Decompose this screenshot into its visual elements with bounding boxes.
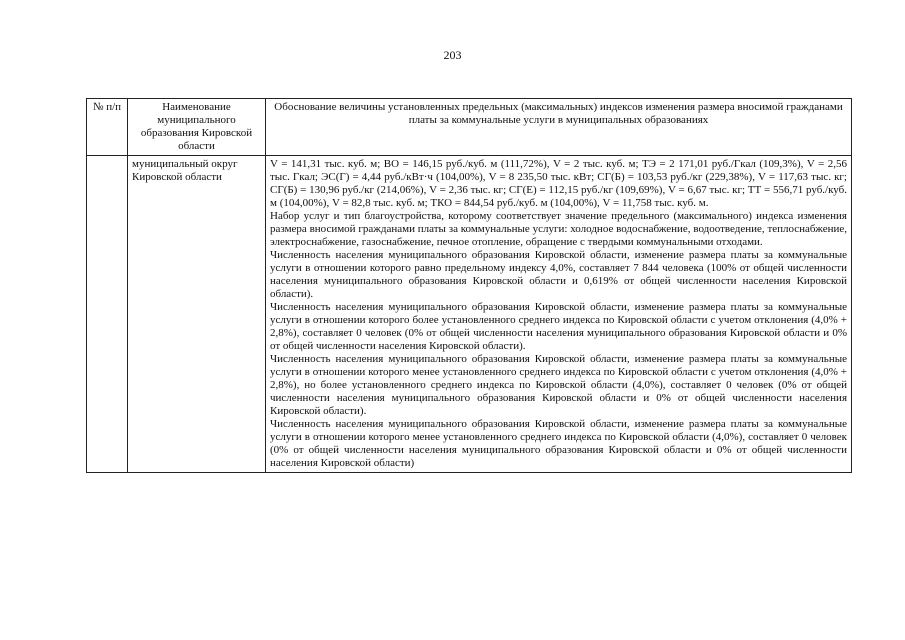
paragraph-population-between: Численность населения муниципального образования Кировской области, изменение размера платы за коммунальные услуги в отношении которого менее установленного среднего индекса по Кировской области с учетом отклонения (4,0% + 2,8%), но более установленного среднего индекса по Кировской области (4,0%), составляет 0 человек (0% от общей численности населения муниципального образования Кировской области и 0% от общей численности населения Кировской области). xyxy=(270,353,847,417)
paragraph-service-set: Набор услуг и тип благоустройства, которому соответствует значение предельного (максимального) индекса изменения размера вносимой гражданами платы за коммунальные услуги: холодное водоснабжение, водоотведение, теплоснабжение, электроснабжение, газоснабжение, печное отопление, обращение с твердыми коммунальными отходами. xyxy=(270,210,847,248)
paragraph-population-above: Численность населения муниципального образования Кировской области, изменение размера платы за коммунальные услуги в отношении которого более установленного среднего индекса по Кировской области с учетом отклонения (4,0% + 2,8%), составляет 0 человек (0% от общей численности населения муниципального образования Кировской области и 0% от общей численности населения Кировской области). xyxy=(270,301,847,352)
paragraph-population-below: Численность населения муниципального образования Кировской области, изменение размера платы за коммунальные услуги в отношении которого менее установленного среднего индекса по Кировской области (4,0%), составляет 0 человек (0% от общей численности населения муниципального образования Кировской области и 0% от общей численности населения Кировской области) xyxy=(270,418,847,469)
document-table xyxy=(86,98,852,473)
header-justification: Обоснование величины установленных предельных (максимальных) индексов изменения размера вносимой гражданами платы за коммунальные услуги в муниципальных образованиях xyxy=(266,99,852,156)
paragraph-tariffs: V = 141,31 тыс. куб. м; ВО = 146,15 руб./куб. м (111,72%), V = 2 тыс. куб. м; ТЭ = 2 171,01 руб./Гкал (109,3%), V = 2,56 тыс. Гкал; ЭС(Г) = 4,44 руб./кВт·ч (104,00%), V = 8 235,50 тыс. кВт; СГ(Б) = 103,53 руб./кг (229,38%), V = 117,63 тыс. кг; СГ(Б) = 130,96 руб./кг (214,06%), V = 2,36 тыс. кг; СГ(Е) = 112,15 руб./кг (109,69%), V = 6,67 тыс. кг; ТТ = 556,71 руб./куб. м (104,00%), V = 82,8 тыс. куб. м; ТКО = 844,54 руб./куб. м (104,00%), V = 11,758 тыс. куб. м. xyxy=(270,158,847,209)
row-justification xyxy=(266,156,852,473)
row-number xyxy=(87,156,128,473)
header-number: № п/п xyxy=(87,99,128,156)
paragraph-population-equal: Численность населения муниципального образования Кировской области, изменение размера платы за коммунальные услуги в отношении которого равно предельному индексу 4,0%, составляет 7 844 человека (100% от общей численности населения муниципального образования Кировской области и 0,619% от общей численности населения Кировской области). xyxy=(270,249,847,300)
table-row xyxy=(87,156,852,473)
header-municipality-name: Наименование муниципального образования Кировской области xyxy=(128,99,266,156)
row-municipality-name: муниципальный округ Кировской области xyxy=(128,156,266,473)
page-number: 203 xyxy=(443,48,462,62)
table-header-row xyxy=(87,99,852,156)
